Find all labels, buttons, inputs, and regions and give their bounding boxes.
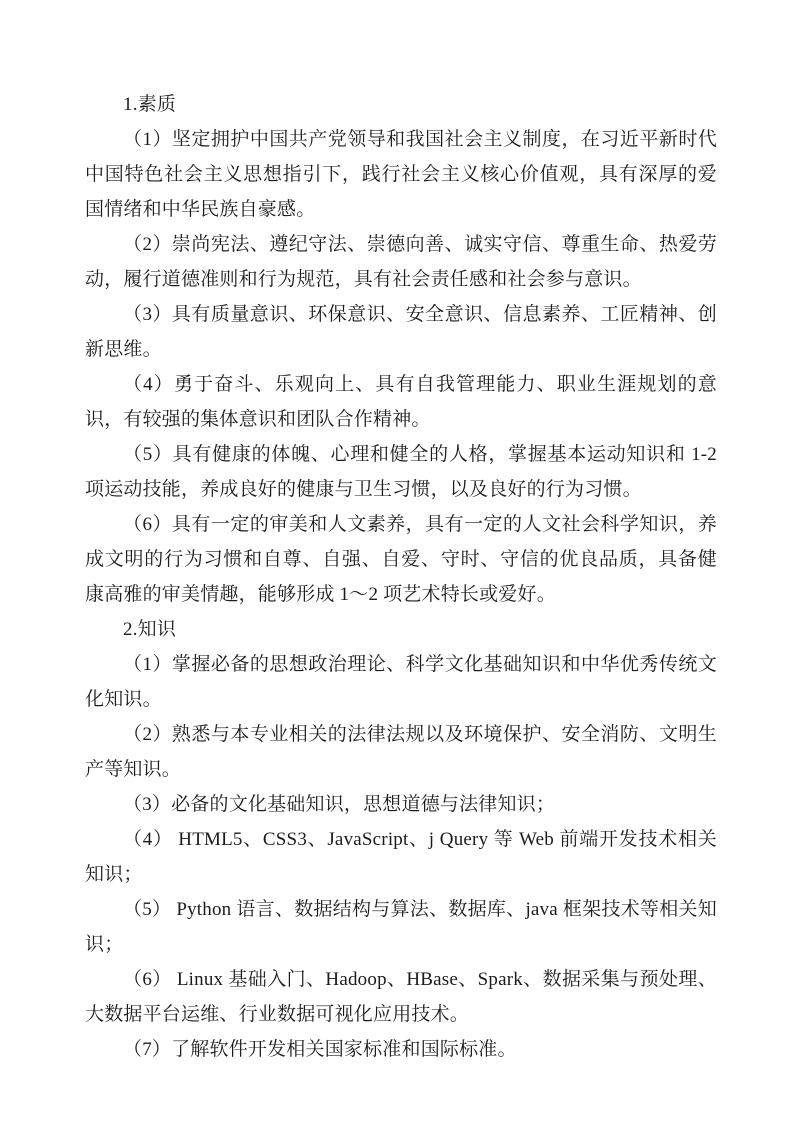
section-knowledge bbox=[85, 612, 717, 1067]
quality-item-4: （4）勇于奋斗、乐观向上、具有自我管理能力、职业生涯规划的意识，有较强的集体意识和团队合作精神。 bbox=[85, 374, 717, 430]
knowledge-item-4: （4） HTML5、CSS3、JavaScript、j Query 等 Web 前端开发技术相关知识； bbox=[85, 829, 717, 885]
knowledge-item-2: （2）熟悉与本专业相关的法律法规以及环境保护、安全消防、文明生产等知识。 bbox=[85, 724, 717, 780]
section-quality bbox=[85, 87, 717, 612]
quality-item-1: （1）坚定拥护中国共产党领导和我国社会主义制度，在习近平新时代中国特色社会主义思想指引下，践行社会主义核心价值观，具有深厚的爱国情绪和中华民族自豪感。 bbox=[85, 129, 717, 220]
knowledge-item-1: （1）掌握必备的思想政治理论、科学文化基础知识和中华优秀传统文化知识。 bbox=[85, 654, 717, 710]
knowledge-item-3: （3）必备的文化基础知识，思想道德与法律知识； bbox=[123, 794, 556, 815]
quality-item-3: （3）具有质量意识、环保意识、安全意识、信息素养、工匠精神、创新思维。 bbox=[85, 304, 717, 360]
quality-item-2: （2）崇尚宪法、遵纪守法、崇德向善、诚实守信、尊重生命、热爱劳动，履行道德准则和行为规范，具有社会责任感和社会参与意识。 bbox=[85, 234, 717, 290]
quality-item-6: （6）具有一定的审美和人文素养，具有一定的人文社会科学知识，养成文明的行为习惯和自尊、自强、自爱、守时、守信的优良品质，具备健康高雅的审美情趣，能够形成 1～2 项艺术特长或爱好。 bbox=[85, 514, 717, 605]
section-knowledge-heading: 2.知识 bbox=[123, 619, 177, 640]
knowledge-item-5: （5） Python 语言、数据结构与算法、数据库、java 框架技术等相关知识； bbox=[85, 899, 717, 955]
quality-item-5: （5）具有健康的体魄、心理和健全的人格，掌握基本运动知识和 1-2 项运动技能，养成良好的健康与卫生习惯，以及良好的行为习惯。 bbox=[85, 444, 717, 500]
knowledge-item-6: （6） Linux 基础入门、Hadoop、HBase、Spark、数据采集与预处理、大数据平台运维、行业数据可视化应用技术。 bbox=[85, 969, 717, 1025]
section-quality-heading: 1.素质 bbox=[123, 94, 177, 115]
knowledge-item-7: （7）了解软件开发相关国家标准和国际标准。 bbox=[123, 1039, 517, 1060]
